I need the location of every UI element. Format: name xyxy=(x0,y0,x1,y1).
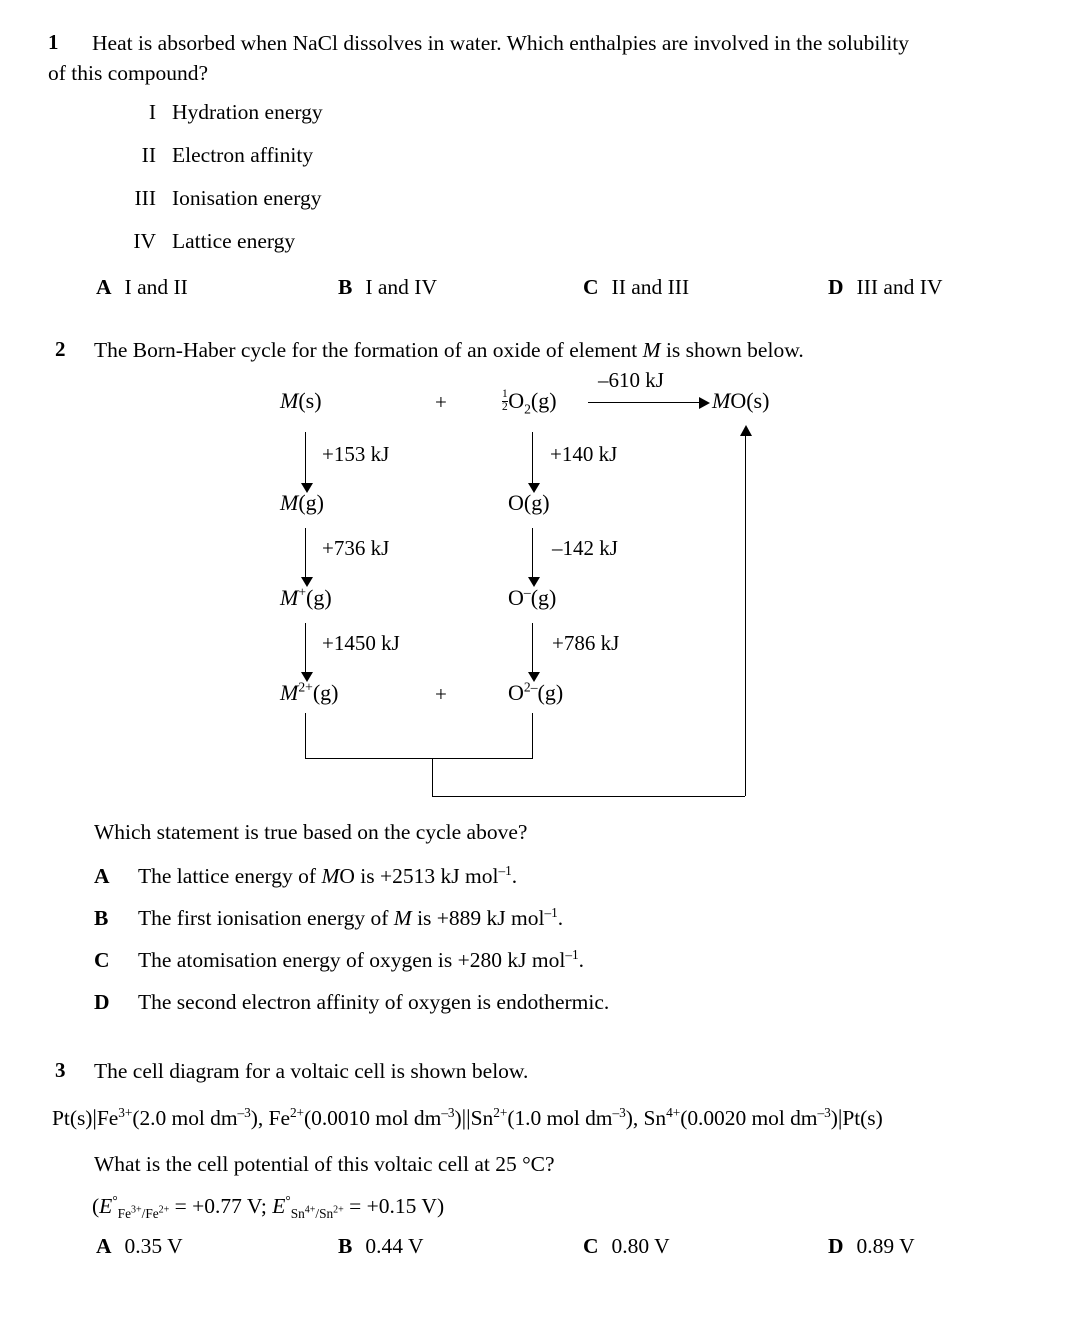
question-1-number: 1 xyxy=(48,30,59,54)
option-b[interactable] xyxy=(338,275,437,300)
right-species-1-conc: 1.0 mol dm xyxy=(514,1106,613,1130)
question-2-lead-in: Which statement is true based on the cycle above? xyxy=(94,820,528,844)
right-electrode: Pt(s) xyxy=(842,1106,883,1130)
question-3-question-line: What is the cell potential of this voltaic cell at 25 °C? xyxy=(94,1152,555,1176)
species-M-s: M(s) xyxy=(280,388,322,413)
question-2-stem-prefix: The Born-Haber cycle for the formation of an oxide of element xyxy=(94,338,643,362)
option-letter: C xyxy=(583,275,599,299)
sublimation-enthalpy-label: +153 kJ xyxy=(322,442,390,466)
question-3-stem: The cell diagram for a voltaic cell is shown below. xyxy=(94,1059,529,1083)
option-letter: C xyxy=(94,948,110,972)
statement-d[interactable] xyxy=(94,990,609,1015)
first-ionisation-enthalpy-label: +736 kJ xyxy=(322,536,390,560)
list-item xyxy=(120,143,323,186)
statement-a[interactable] xyxy=(94,864,517,889)
roman-numeral: III xyxy=(134,186,156,210)
list-item xyxy=(120,100,323,143)
arrow-first-ionisation xyxy=(305,528,306,578)
species-O-g: O(g) xyxy=(508,490,550,515)
option-letter: D xyxy=(828,275,844,299)
option-letter: B xyxy=(94,906,109,930)
plus-sign-bottom: + xyxy=(435,682,447,706)
right-species-2-conc: 0.0020 mol dm xyxy=(687,1106,818,1130)
roman-label: Electron affinity xyxy=(172,143,314,167)
plus-sign-top: + xyxy=(435,390,447,414)
lattice-energy-arrow xyxy=(745,435,746,796)
species-O-2minus-g: $O^{2-}(g)$ xyxy=(508,679,564,705)
right-species-2-charge: 4+ xyxy=(666,1104,681,1120)
species-O-minus-g: O–(g) xyxy=(508,584,557,610)
option-c[interactable] xyxy=(583,275,689,300)
right-species-2-formula: Sn xyxy=(643,1106,667,1130)
option-text: 0.89 V xyxy=(856,1234,915,1258)
degree-symbol-1: ° xyxy=(112,1192,118,1208)
left-species-1-charge: 3+ xyxy=(118,1104,133,1120)
lattice-path-right-drop xyxy=(532,713,533,758)
species-separator-right: , xyxy=(632,1106,644,1130)
list-item xyxy=(120,229,323,272)
option-text: I and IV xyxy=(365,275,437,299)
question-1-stem-line2: of this compound? xyxy=(48,61,209,85)
left-species-2-conc: 0.0010 mol dm xyxy=(311,1106,442,1130)
degree-symbol-2: ° xyxy=(285,1192,291,1208)
born-haber-cycle-diagram xyxy=(280,368,820,800)
question-1-options xyxy=(0,275,1080,305)
roman-label: Hydration energy xyxy=(172,100,323,124)
option-c[interactable] xyxy=(583,1234,670,1259)
couple-1: Fe3+/Fe2+ xyxy=(117,1204,170,1222)
option-b[interactable] xyxy=(338,1234,423,1259)
statement-text: The second electron affinity of oxygen is endothermic. xyxy=(138,990,610,1014)
option-d[interactable] xyxy=(828,1234,915,1259)
one-half-fraction: $\frac{1}{2}$ xyxy=(502,388,508,414)
option-letter: B xyxy=(338,1234,353,1258)
species-MO-s: MO(s) xyxy=(712,388,770,413)
option-text: I and II xyxy=(124,275,188,299)
species-M-plus-g: M+(g) xyxy=(280,584,332,610)
option-a[interactable] xyxy=(96,275,188,300)
left-electrode: Pt(s) xyxy=(52,1106,93,1130)
left-species-1-formula: Fe xyxy=(96,1106,119,1130)
roman-numeral: I xyxy=(148,100,156,124)
left-species-1-conc: 2.0 mol dm xyxy=(139,1106,238,1130)
e-symbol-2: E xyxy=(272,1194,286,1218)
option-letter: A xyxy=(94,864,110,888)
option-letter: C xyxy=(583,1234,599,1258)
lattice-path-join xyxy=(305,758,533,759)
phase-boundary-right: | xyxy=(837,1105,843,1130)
option-text: II and III xyxy=(611,275,690,299)
option-text: 0.35 V xyxy=(124,1234,183,1258)
lattice-path-left-drop xyxy=(305,713,306,758)
left-species-2-charge: 2+ xyxy=(289,1104,305,1120)
species-M-2plus-g: $M^{2+}(g)$ xyxy=(280,679,339,705)
species-half-O2-g: $\frac{1}{2}$ $O_2(g)$ xyxy=(502,388,557,417)
e-symbol-1: E xyxy=(99,1194,113,1218)
species-separator-left: , xyxy=(257,1106,269,1130)
second-ionisation-enthalpy-label: +1450 kJ xyxy=(322,631,400,655)
species-M-g: M(g) xyxy=(280,490,324,515)
option-letter: A xyxy=(96,275,112,299)
arrow-second-electron-affinity xyxy=(532,623,533,673)
salt-bridge: || xyxy=(461,1105,471,1130)
arrow-sublimation xyxy=(305,432,306,484)
element-symbol: M xyxy=(642,338,661,362)
left-species-2-formula: Fe xyxy=(268,1106,290,1130)
statement-text: The lattice energy of MO is +2513 kJ mol$^{-1}$. xyxy=(138,862,518,888)
list-item xyxy=(120,186,323,229)
option-letter: D xyxy=(94,990,110,1014)
roman-label: Lattice energy xyxy=(172,229,296,253)
left-species-2-conc-exp: –3 xyxy=(441,1104,455,1120)
right-species-1-charge: 2+ xyxy=(493,1104,508,1120)
couple-2: Sn4+/Sn2+ xyxy=(290,1204,344,1222)
option-text: 0.80 V xyxy=(611,1234,670,1258)
standard-potentials-note: ($E^\circ_{Fe^{3+}/Fe^{2+}} = +0.77$ V; $E^\circ_{Sn^{4+}/Sn^{2+}} = +0.15$ V) xyxy=(92,1192,445,1222)
atomisation-enthalpy-label: +140 kJ xyxy=(550,442,618,466)
formation-enthalpy-label: –610 kJ xyxy=(598,368,664,392)
option-a[interactable] xyxy=(96,1234,183,1259)
option-letter: B xyxy=(338,275,353,299)
statement-text: The atomisation energy of oxygen is +280 kJ mol$^{-1}$. xyxy=(138,946,585,972)
option-text: 0.44 V xyxy=(365,1234,424,1258)
question-2-stem xyxy=(94,335,994,365)
value-1: = +0.77 V; xyxy=(169,1194,273,1218)
lattice-path-center-drop xyxy=(432,758,433,796)
question-1-stem xyxy=(48,28,1054,88)
formation-arrow xyxy=(588,402,700,403)
second-electron-affinity-label: +786 kJ xyxy=(552,631,620,655)
value-2: = +0.15 V xyxy=(343,1194,437,1218)
left-species-1-conc-exp: –3 xyxy=(237,1104,251,1120)
lattice-path-bottom-run xyxy=(432,796,745,797)
right-species-2-conc-exp: –3 xyxy=(817,1104,831,1120)
statement-text: The first ionisation energy of M is +889 kJ mol$^{-1}$. xyxy=(138,904,564,930)
right-species-1-conc-exp: –3 xyxy=(612,1104,626,1120)
statement-b[interactable] xyxy=(94,906,563,931)
roman-numeral: IV xyxy=(133,229,156,253)
arrow-atomisation xyxy=(532,432,533,484)
question-3-options xyxy=(0,1234,1080,1264)
right-species-1-formula: Sn xyxy=(470,1106,494,1130)
phase-boundary-left: | xyxy=(92,1105,97,1130)
question-1-roman-list xyxy=(120,100,323,272)
question-2-stem-suffix: is shown below. xyxy=(660,338,804,362)
option-letter: A xyxy=(96,1234,112,1258)
option-text: III and IV xyxy=(856,275,943,299)
roman-numeral: II xyxy=(141,143,156,167)
arrow-first-electron-affinity xyxy=(532,528,533,578)
arrow-second-ionisation xyxy=(305,623,306,673)
cell-diagram-notation: $Pt(s)|Fe^{3+}(2.0$ mol $dm^{-3}$), $Fe^{2+}(0.0010$ mol $dm^{-3})||Sn^{2+}(1.0$ mol $dm^{-3}$), $Sn^{4+}(0.0020$ mol $dm^{-3})|Pt(s)$ xyxy=(52,1104,883,1130)
question-1-stem-line1: Heat is absorbed when NaCl dissolves in water. Which enthalpies are involved in the solubility xyxy=(92,31,910,55)
roman-label: Ionisation energy xyxy=(172,186,322,210)
question-3-number: 3 xyxy=(55,1058,66,1082)
option-letter: D xyxy=(828,1234,844,1258)
question-2-number: 2 xyxy=(55,337,66,361)
statement-c[interactable] xyxy=(94,948,584,973)
option-d[interactable] xyxy=(828,275,943,300)
first-electron-affinity-label: –142 kJ xyxy=(552,536,618,560)
